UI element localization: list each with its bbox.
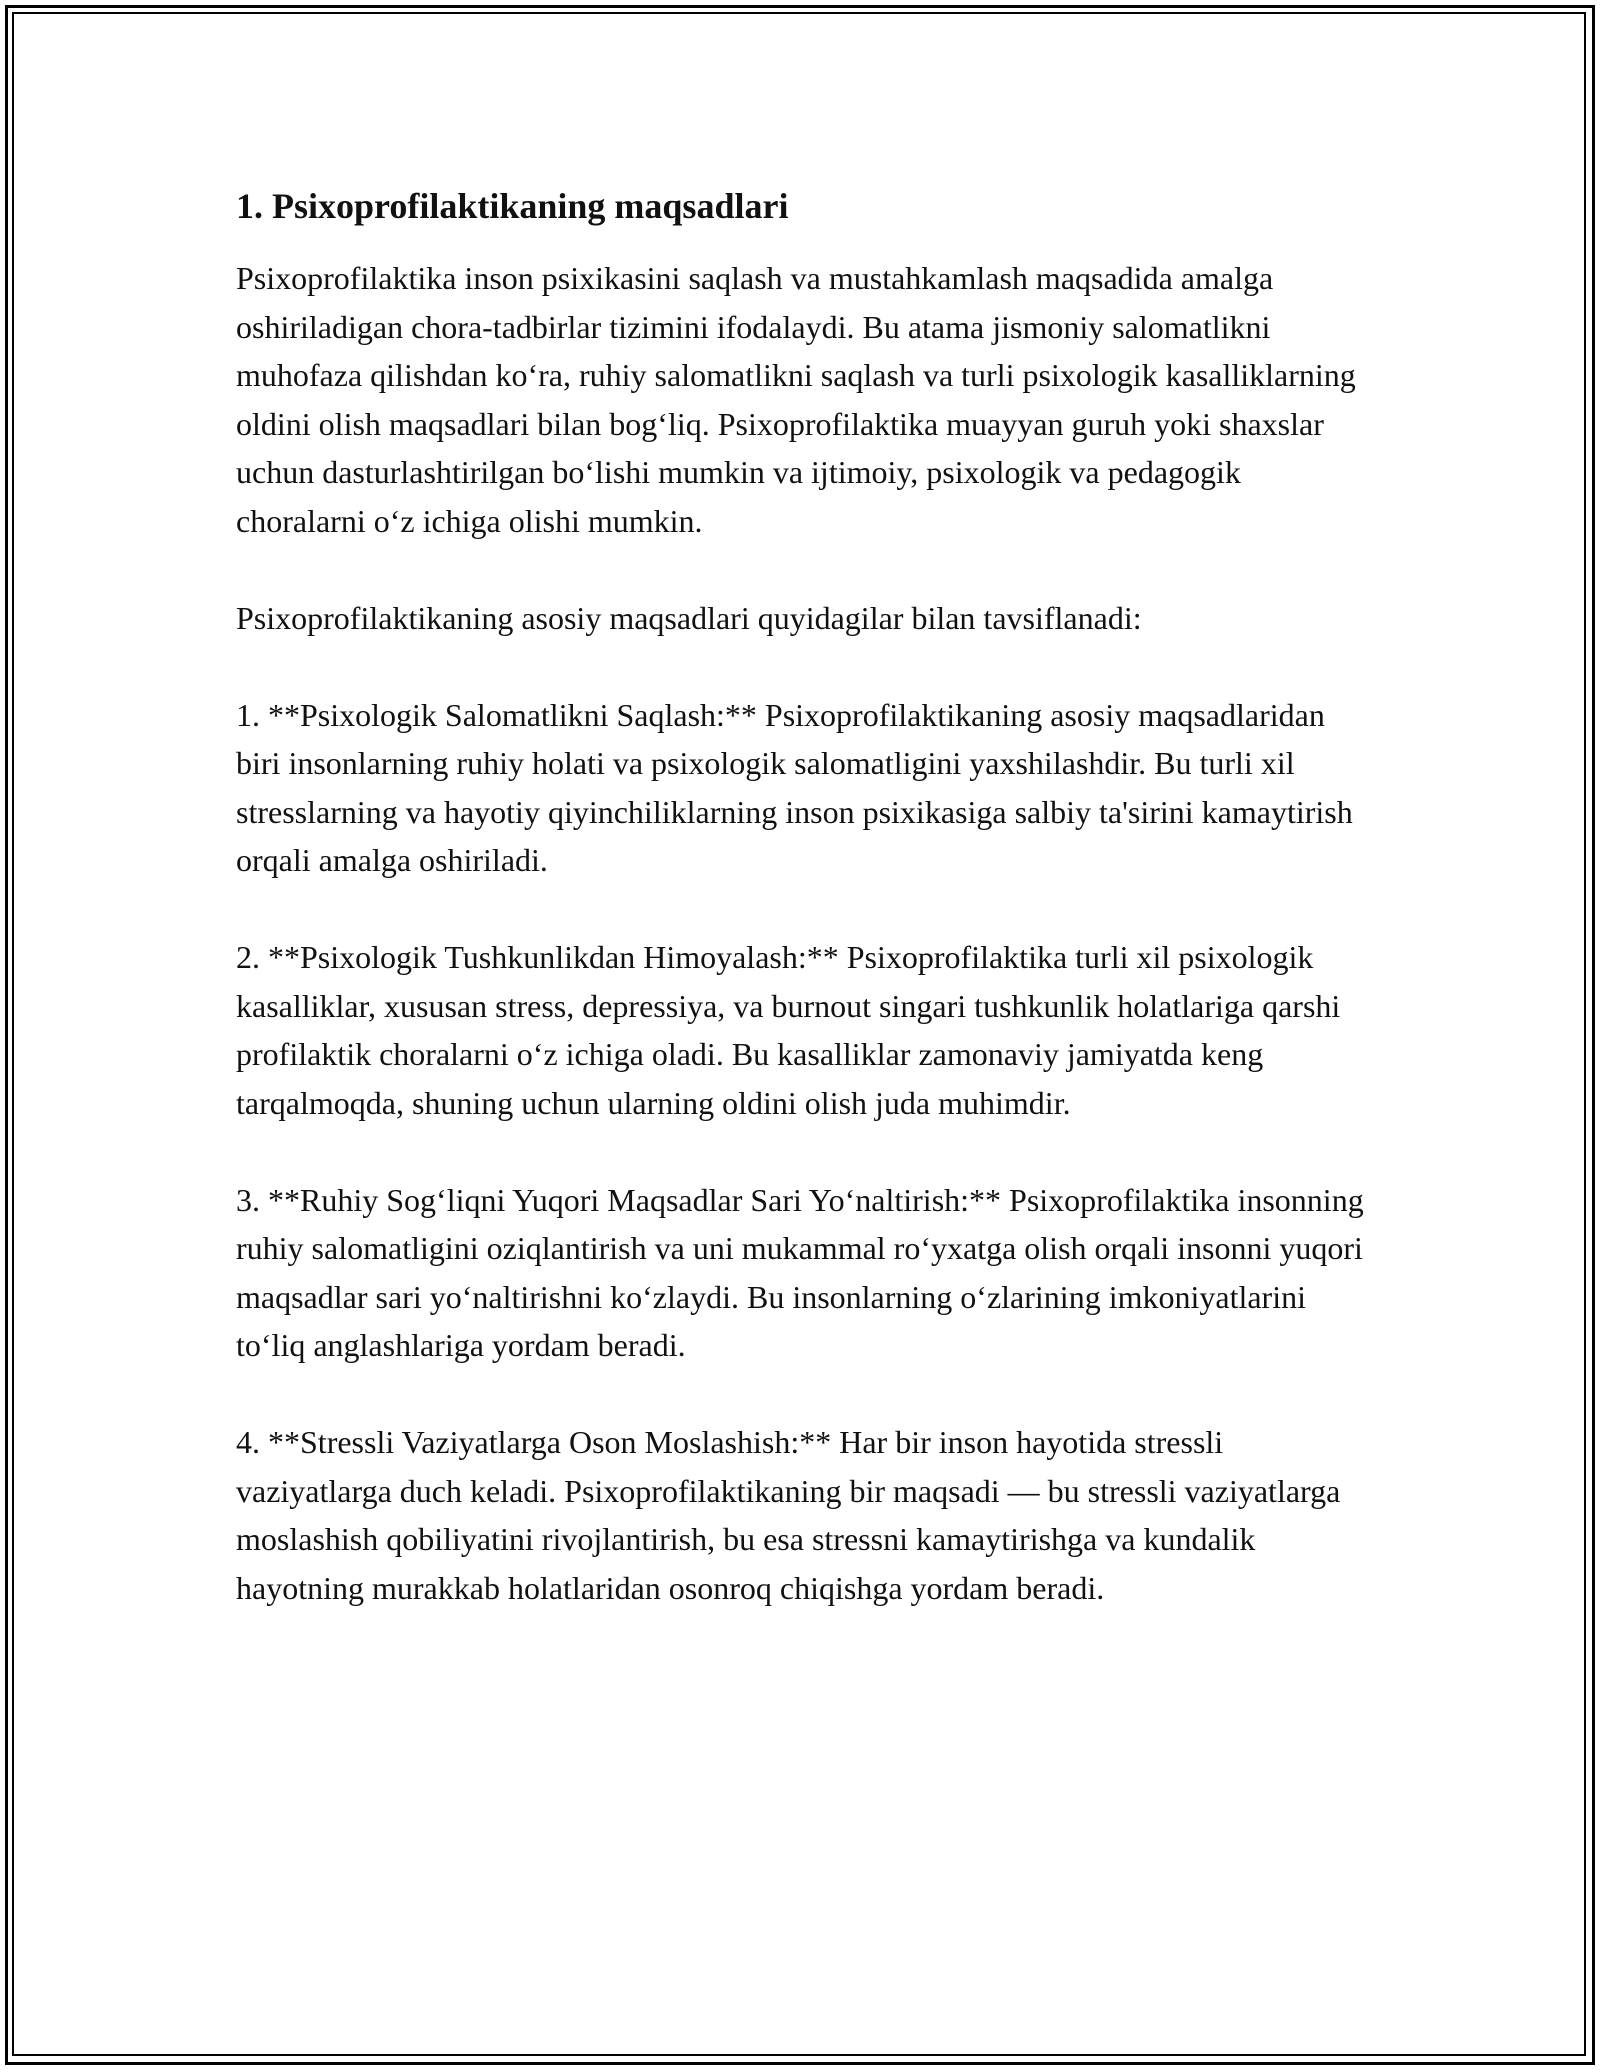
goal-item-4: 4. **Stressli Vaziyatlarga Oson Moslashish:** Har bir inson hayotida stressli vaziyatlarga duch keladi. Psixoprofilaktikaning bir maqsadi — bu stressli vaziyatlarga moslashish qobiliyatini rivojlantirish, bu esa stressni kamaytirishga va kundalik hayotning murakkab holatlaridan osonroq chiqishga yordam beradi. [236, 1424, 1341, 1606]
goals-lead-paragraph: Psixoprofilaktikaning asosiy maqsadlari quyidagilar bilan tavsiflanadi: [236, 599, 1142, 636]
section-heading: 1. Psixoprofilaktikaning maqsadlari [236, 186, 789, 226]
goal-item-2: 2. **Psixologik Tushkunlikdan Himoyalash:** Psixoprofilaktika turli xil psixologik kasalliklar, xususan stress, depressiya, va burnout singari tushkunlik holatlariga qarshi profilaktik choralarni o‘z ichiga oladi. Bu kasalliklar zamonaviy jamiyatda keng tarqalmoqda, shuning uchun ularning oldini olish juda muhimdir. [236, 939, 1341, 1121]
intro-paragraph: Psixoprofilaktika inson psixikasini saqlash va mustahkamlash maqsadida amalga oshiriladigan chora-tadbirlar tizimini ifodalaydi. Bu atama jismoniy salomatlikni muhofaza qilishdan ko‘ra, ruhiy salomatlikni saqlash va turli psixologik kasalliklarning oldini olish maqsadlari bilan bog‘liq. Psixoprofilaktika muayyan guruh yoki shaxslar uchun dasturlashtirilgan bo‘lishi mumkin va ijtimoiy, psixologik va pedagogik choralarni o‘z ichiga olishi mumkin. [236, 260, 1356, 539]
goal-item-3: 3. **Ruhiy Sog‘liqni Yuqori Maqsadlar Sari Yo‘naltirish:** Psixoprofilaktika insonning ruhiy salomatligini oziqlantirish va uni mukammal ro‘yxatga olish orqali insonni yuqori maqsadlar sari yo‘naltirishni ko‘zlaydi. Bu insonlarning o‘zlarining imkoniyatlarini to‘liq anglashlariga yordam beradi. [236, 1181, 1364, 1363]
document-body [236, 180, 1366, 1661]
goal-item-1: 1. **Psixologik Salomatlikni Saqlash:** Psixoprofilaktikaning asosiy maqsadlaridan biri insonlarning ruhiy holati va psixologik salomatligini yaxshilashdir. Bu turli xil stresslarning va hayotiy qiyinchiliklarning inson psixikasiga salbiy ta'sirini kamaytirish orqali amalga oshiriladi. [236, 696, 1353, 878]
